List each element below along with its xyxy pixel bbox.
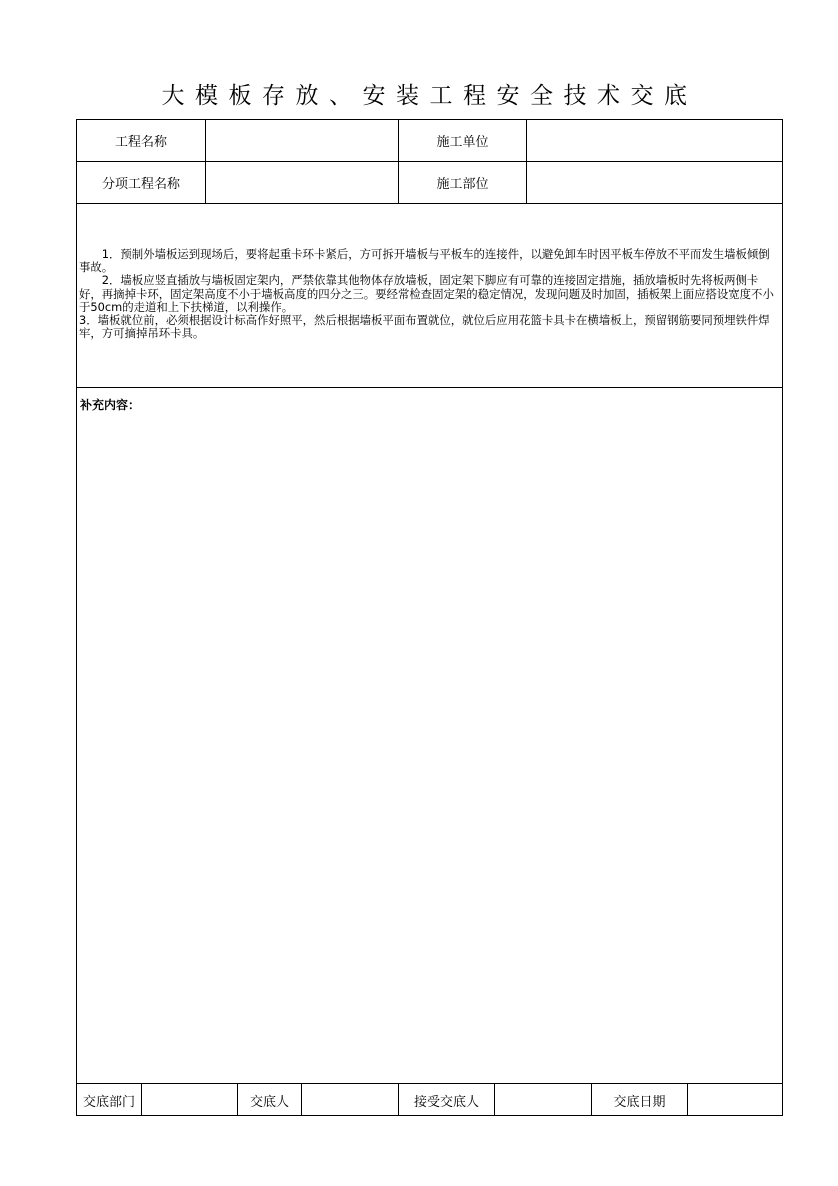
row-divider [77,387,782,388]
disclosure-content [79,248,781,340]
sub-project-name-label: 分项工程名称 [101,177,180,192]
supplement-field[interactable] [77,414,782,1082]
discloser-label: 交底人 [249,1094,289,1110]
sub-project-name-field[interactable] [206,162,398,203]
project-name-field[interactable] [206,120,398,161]
disclosure-date-field[interactable] [688,1084,782,1116]
discloser-field[interactable] [302,1084,398,1116]
construction-part-label: 施工部位 [436,177,489,192]
disclosure-dept-label: 交底部门 [82,1094,135,1110]
disclosure-dept-field[interactable] [142,1084,237,1116]
content-paragraph: 2．墙板应竖直插放与墙板固定架内，严禁依靠其他物体存放墙板，固定架下脚应有可靠的连接固定措施，插放墙板时先将板两侧卡好，再摘掉卡环，固定架高度不小于墙板高度的四分之三。要经常检查固定架的稳定情况，发现问题及时加固，插板架上面应搭设宽度不小于50cm的走道和上下扶梯道，以利操作。 [79,273,774,314]
supplement-label: 补充内容： [80,398,141,412]
receiver-field[interactable] [495,1084,591,1116]
project-name-label: 工程名称 [114,135,167,150]
construction-unit-label: 施工单位 [436,135,489,150]
disclosure-form [76,119,783,1116]
content-paragraph: 3．墙板就位前，必须根据设计标高作好照平，然后根据墙板平面布置就位，就位后应用花篮卡具卡在横墙板上，预留钢筋要同预埋铁件焊牢，方可摘掉吊环卡具。 [79,313,770,341]
disclosure-date-label: 交底日期 [613,1094,666,1110]
content-paragraph: 1．预制外墙板运到现场后，要将起重卡环卡紧后，方可拆开墙板与平板车的连接件，以避免卸车时因平板车停放不平而发生墙板倾倒事故。 [79,247,770,275]
receiver-label: 接受交底人 [413,1094,479,1110]
row-divider [77,203,782,204]
construction-unit-field[interactable] [527,120,782,161]
document-title: 大模板存放、安装工程安全技术交底 [161,83,698,109]
construction-part-field[interactable] [527,162,782,203]
